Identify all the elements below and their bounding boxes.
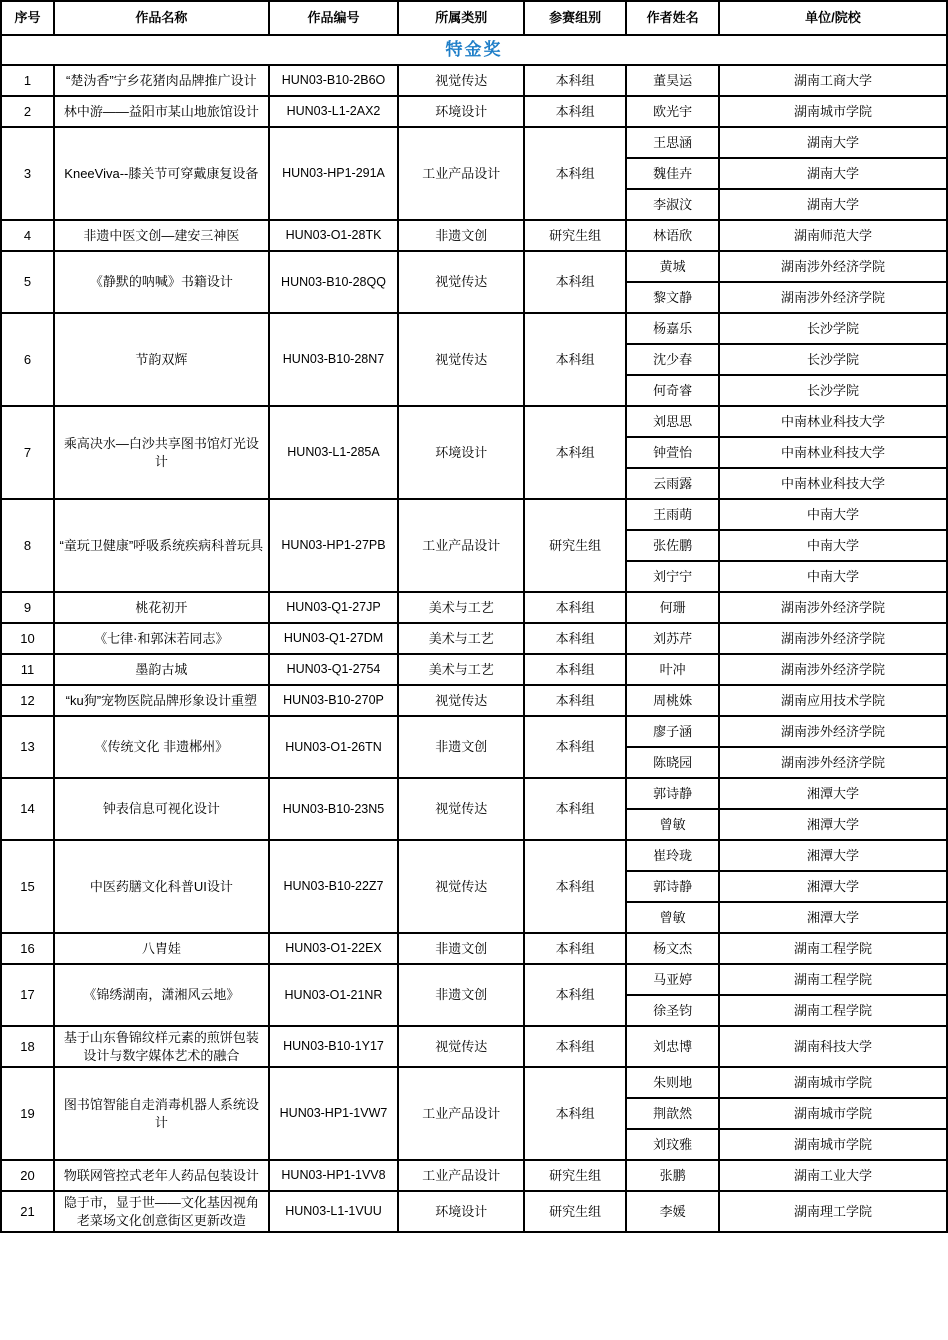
entry-category: 工业产品设计 — [398, 1160, 524, 1191]
author-name: 廖子涵 — [626, 716, 719, 747]
author-name: 陈晓园 — [626, 747, 719, 778]
author-school: 湖南师范大学 — [719, 220, 947, 251]
entry-index: 12 — [1, 685, 54, 716]
entry-index: 21 — [1, 1191, 54, 1232]
entry-index: 9 — [1, 592, 54, 623]
entry-title: 物联网管控式老年人药品包装设计 — [54, 1160, 269, 1191]
author-name: 刘忠博 — [626, 1026, 719, 1067]
entry-index: 6 — [1, 313, 54, 406]
entry-category: 环境设计 — [398, 406, 524, 499]
awards-table-body — [1, 65, 947, 1232]
entry-index: 19 — [1, 1067, 54, 1160]
table-row — [1, 1191, 947, 1232]
entry-index: 16 — [1, 933, 54, 964]
author-school: 湖南城市学院 — [719, 1098, 947, 1129]
entry-group: 研究生组 — [524, 1160, 626, 1191]
table-row — [1, 716, 947, 747]
entry-index: 15 — [1, 840, 54, 933]
entry-title: 《锦绣湖南，潇湘风云地》 — [54, 964, 269, 1026]
entry-group: 本科组 — [524, 127, 626, 220]
author-name: 马亚婷 — [626, 964, 719, 995]
author-school: 中南大学 — [719, 499, 947, 530]
table-row — [1, 251, 947, 282]
table-row — [1, 840, 947, 871]
entry-title: 乘高决水—白沙共享图书馆灯光设计 — [54, 406, 269, 499]
entry-code: HUN03-HP1-27PB — [269, 499, 399, 592]
author-name: 张鹏 — [626, 1160, 719, 1191]
entry-category: 美术与工艺 — [398, 623, 524, 654]
author-school: 中南林业科技大学 — [719, 468, 947, 499]
author-name: 刘苏芹 — [626, 623, 719, 654]
header-row — [1, 1, 947, 35]
entry-category: 工业产品设计 — [398, 1067, 524, 1160]
author-name: 林语欣 — [626, 220, 719, 251]
entry-index: 10 — [1, 623, 54, 654]
author-school: 湖南大学 — [719, 189, 947, 220]
author-school: 长沙学院 — [719, 313, 947, 344]
entry-category: 非遗文创 — [398, 964, 524, 1026]
author-name: 郭诗静 — [626, 778, 719, 809]
author-school: 湖南城市学院 — [719, 96, 947, 127]
entry-group: 本科组 — [524, 685, 626, 716]
entry-code: HUN03-B10-2B6O — [269, 65, 399, 96]
column-header-group: 参赛组别 — [524, 1, 626, 35]
entry-code: HUN03-HP1-1VV8 — [269, 1160, 399, 1191]
author-name: 崔玲珑 — [626, 840, 719, 871]
entry-group: 研究生组 — [524, 499, 626, 592]
entry-code: HUN03-Q1-27DM — [269, 623, 399, 654]
author-school: 湖南涉外经济学院 — [719, 654, 947, 685]
entry-group: 本科组 — [524, 964, 626, 1026]
author-school: 湘潭大学 — [719, 902, 947, 933]
entry-group: 本科组 — [524, 313, 626, 406]
entry-code: HUN03-B10-23N5 — [269, 778, 399, 840]
entry-group: 本科组 — [524, 840, 626, 933]
entry-index: 11 — [1, 654, 54, 685]
author-school: 湖南城市学院 — [719, 1129, 947, 1160]
entry-title: 《静默的呐喊》书籍设计 — [54, 251, 269, 313]
entry-code: HUN03-B10-270P — [269, 685, 399, 716]
entry-index: 4 — [1, 220, 54, 251]
table-row — [1, 933, 947, 964]
author-name: 王思涵 — [626, 127, 719, 158]
entry-title: 八胄娃 — [54, 933, 269, 964]
entry-category: 视觉传达 — [398, 65, 524, 96]
entry-index: 18 — [1, 1026, 54, 1067]
entry-code: HUN03-L1-1VUU — [269, 1191, 399, 1232]
table-row — [1, 406, 947, 437]
entry-category: 视觉传达 — [398, 1026, 524, 1067]
entry-title: 基于山东鲁锦纹样元素的煎饼包装设计与数字媒体艺术的融合 — [54, 1026, 269, 1067]
entry-code: HUN03-HP1-291A — [269, 127, 399, 220]
author-school: 湖南涉外经济学院 — [719, 623, 947, 654]
author-name: 周桃姝 — [626, 685, 719, 716]
entry-category: 工业产品设计 — [398, 127, 524, 220]
entry-group: 本科组 — [524, 96, 626, 127]
entry-group: 本科组 — [524, 654, 626, 685]
author-school: 湖南城市学院 — [719, 1067, 947, 1098]
author-school: 湖南工业大学 — [719, 1160, 947, 1191]
entry-group: 本科组 — [524, 716, 626, 778]
entry-category: 非遗文创 — [398, 933, 524, 964]
entry-code: HUN03-B10-1Y17 — [269, 1026, 399, 1067]
author-name: 李淑汶 — [626, 189, 719, 220]
author-name: 董昊运 — [626, 65, 719, 96]
author-school: 长沙学院 — [719, 344, 947, 375]
author-school: 湖南理工学院 — [719, 1191, 947, 1232]
author-school: 中南林业科技大学 — [719, 437, 947, 468]
column-header-school: 单位/院校 — [719, 1, 947, 35]
table-row — [1, 1160, 947, 1191]
author-name: 朱则地 — [626, 1067, 719, 1098]
author-name: 郭诗静 — [626, 871, 719, 902]
author-name: 曾敏 — [626, 902, 719, 933]
entry-code: HUN03-O1-26TN — [269, 716, 399, 778]
table-row — [1, 1026, 947, 1067]
table-row — [1, 127, 947, 158]
table-row — [1, 313, 947, 344]
entry-category: 视觉传达 — [398, 313, 524, 406]
entry-category: 美术与工艺 — [398, 592, 524, 623]
entry-category: 视觉传达 — [398, 685, 524, 716]
entry-group: 本科组 — [524, 251, 626, 313]
author-name: 何奇睿 — [626, 375, 719, 406]
author-name: 杨文杰 — [626, 933, 719, 964]
entry-code: HUN03-L1-2AX2 — [269, 96, 399, 127]
entry-code: HUN03-L1-285A — [269, 406, 399, 499]
entry-index: 20 — [1, 1160, 54, 1191]
entry-index: 8 — [1, 499, 54, 592]
author-name: 杨嘉乐 — [626, 313, 719, 344]
entry-code: HUN03-O1-22EX — [269, 933, 399, 964]
author-name: 钟萱怡 — [626, 437, 719, 468]
author-name: 黎文静 — [626, 282, 719, 313]
author-name: 何珊 — [626, 592, 719, 623]
table-row — [1, 499, 947, 530]
column-header-author: 作者姓名 — [626, 1, 719, 35]
entry-code: HUN03-O1-21NR — [269, 964, 399, 1026]
author-school: 湖南涉外经济学院 — [719, 592, 947, 623]
author-name: 王雨萌 — [626, 499, 719, 530]
author-name: 黄城 — [626, 251, 719, 282]
column-header-code: 作品编号 — [269, 1, 399, 35]
entry-group: 本科组 — [524, 65, 626, 96]
entry-code: HUN03-O1-28TK — [269, 220, 399, 251]
author-name: 荆歆然 — [626, 1098, 719, 1129]
entry-code: HUN03-B10-28N7 — [269, 313, 399, 406]
entry-title: “楚沩香”宁乡花猪肉品牌推广设计 — [54, 65, 269, 96]
author-school: 中南大学 — [719, 530, 947, 561]
author-school: 湘潭大学 — [719, 778, 947, 809]
entry-title: KneeViva--膝关节可穿戴康复设备 — [54, 127, 269, 220]
author-school: 湖南工程学院 — [719, 995, 947, 1026]
entry-title: 林中游——益阳市某山地旅馆设计 — [54, 96, 269, 127]
author-school: 湘潭大学 — [719, 809, 947, 840]
author-school: 湖南工商大学 — [719, 65, 947, 96]
entry-group: 研究生组 — [524, 1191, 626, 1232]
author-school: 湘潭大学 — [719, 840, 947, 871]
entry-group: 本科组 — [524, 592, 626, 623]
entry-index: 7 — [1, 406, 54, 499]
entry-group: 本科组 — [524, 778, 626, 840]
table-row — [1, 778, 947, 809]
entry-index: 13 — [1, 716, 54, 778]
column-header-index: 序号 — [1, 1, 54, 35]
entry-code: HUN03-B10-28QQ — [269, 251, 399, 313]
author-school: 湖南应用技术学院 — [719, 685, 947, 716]
entry-index: 14 — [1, 778, 54, 840]
author-school: 长沙学院 — [719, 375, 947, 406]
author-name: 曾敏 — [626, 809, 719, 840]
entry-index: 17 — [1, 964, 54, 1026]
entry-title: 图书馆智能自走消毒机器人系统设计 — [54, 1067, 269, 1160]
section-title-special-gold-award: 特金奖 — [1, 35, 947, 65]
author-school: 湖南涉外经济学院 — [719, 251, 947, 282]
table-row — [1, 65, 947, 96]
entry-title: 墨韵古城 — [54, 654, 269, 685]
entry-title: 《传统文化 非遗郴州》 — [54, 716, 269, 778]
entry-title: 桃花初开 — [54, 592, 269, 623]
author-name: 徐圣钧 — [626, 995, 719, 1026]
entry-category: 工业产品设计 — [398, 499, 524, 592]
author-name: 魏佳卉 — [626, 158, 719, 189]
entry-code: HUN03-Q1-27JP — [269, 592, 399, 623]
author-name: 叶冲 — [626, 654, 719, 685]
entry-code: HUN03-B10-22Z7 — [269, 840, 399, 933]
entry-title: 节韵双辉 — [54, 313, 269, 406]
table-row — [1, 685, 947, 716]
entry-title: 非遗中医文创—建安三神医 — [54, 220, 269, 251]
author-name: 李媛 — [626, 1191, 719, 1232]
entry-category: 环境设计 — [398, 1191, 524, 1232]
entry-group: 研究生组 — [524, 220, 626, 251]
entry-category: 非遗文创 — [398, 716, 524, 778]
entry-code: HUN03-HP1-1VW7 — [269, 1067, 399, 1160]
entry-category: 视觉传达 — [398, 840, 524, 933]
author-name: 沈少春 — [626, 344, 719, 375]
entry-title: 钟表信息可视化设计 — [54, 778, 269, 840]
table-row — [1, 220, 947, 251]
entry-code: HUN03-Q1-2754 — [269, 654, 399, 685]
entry-index: 1 — [1, 65, 54, 96]
author-name: 刘宁宁 — [626, 561, 719, 592]
entry-title: “ku狗”宠物医院品牌形象设计重塑 — [54, 685, 269, 716]
table-row — [1, 623, 947, 654]
table-row — [1, 964, 947, 995]
column-header-category: 所属类别 — [398, 1, 524, 35]
entry-group: 本科组 — [524, 1026, 626, 1067]
entry-group: 本科组 — [524, 1067, 626, 1160]
author-school: 湖南涉外经济学院 — [719, 747, 947, 778]
author-school: 中南大学 — [719, 561, 947, 592]
entry-title: 中医药膳文化科普UI设计 — [54, 840, 269, 933]
entry-category: 美术与工艺 — [398, 654, 524, 685]
entry-group: 本科组 — [524, 623, 626, 654]
author-school: 中南林业科技大学 — [719, 406, 947, 437]
table-row — [1, 1067, 947, 1098]
author-name: 云雨露 — [626, 468, 719, 499]
entry-group: 本科组 — [524, 933, 626, 964]
entry-group: 本科组 — [524, 406, 626, 499]
author-school: 湖南涉外经济学院 — [719, 716, 947, 747]
column-header-title: 作品名称 — [54, 1, 269, 35]
author-name: 欧光宇 — [626, 96, 719, 127]
author-school: 湖南工程学院 — [719, 964, 947, 995]
author-school: 湘潭大学 — [719, 871, 947, 902]
author-school: 湖南涉外经济学院 — [719, 282, 947, 313]
entry-category: 视觉传达 — [398, 778, 524, 840]
entry-category: 环境设计 — [398, 96, 524, 127]
entry-title: 隐于市，显于世——文化基因视角老菜场文化创意街区更新改造 — [54, 1191, 269, 1232]
section-row — [1, 35, 947, 65]
author-school: 湖南大学 — [719, 127, 947, 158]
table-row — [1, 592, 947, 623]
entry-index: 3 — [1, 127, 54, 220]
author-school: 湖南工程学院 — [719, 933, 947, 964]
table-row — [1, 654, 947, 685]
entry-title: “童玩卫健康”呼吸系统疾病科普玩具 — [54, 499, 269, 592]
entry-index: 5 — [1, 251, 54, 313]
author-school: 湖南科技大学 — [719, 1026, 947, 1067]
author-name: 刘思思 — [626, 406, 719, 437]
entry-index: 2 — [1, 96, 54, 127]
author-school: 湖南大学 — [719, 158, 947, 189]
author-name: 刘玟雅 — [626, 1129, 719, 1160]
entry-category: 视觉传达 — [398, 251, 524, 313]
table-row — [1, 96, 947, 127]
author-name: 张佐鹏 — [626, 530, 719, 561]
entry-title: 《七律·和郭沫若同志》 — [54, 623, 269, 654]
entry-category: 非遗文创 — [398, 220, 524, 251]
